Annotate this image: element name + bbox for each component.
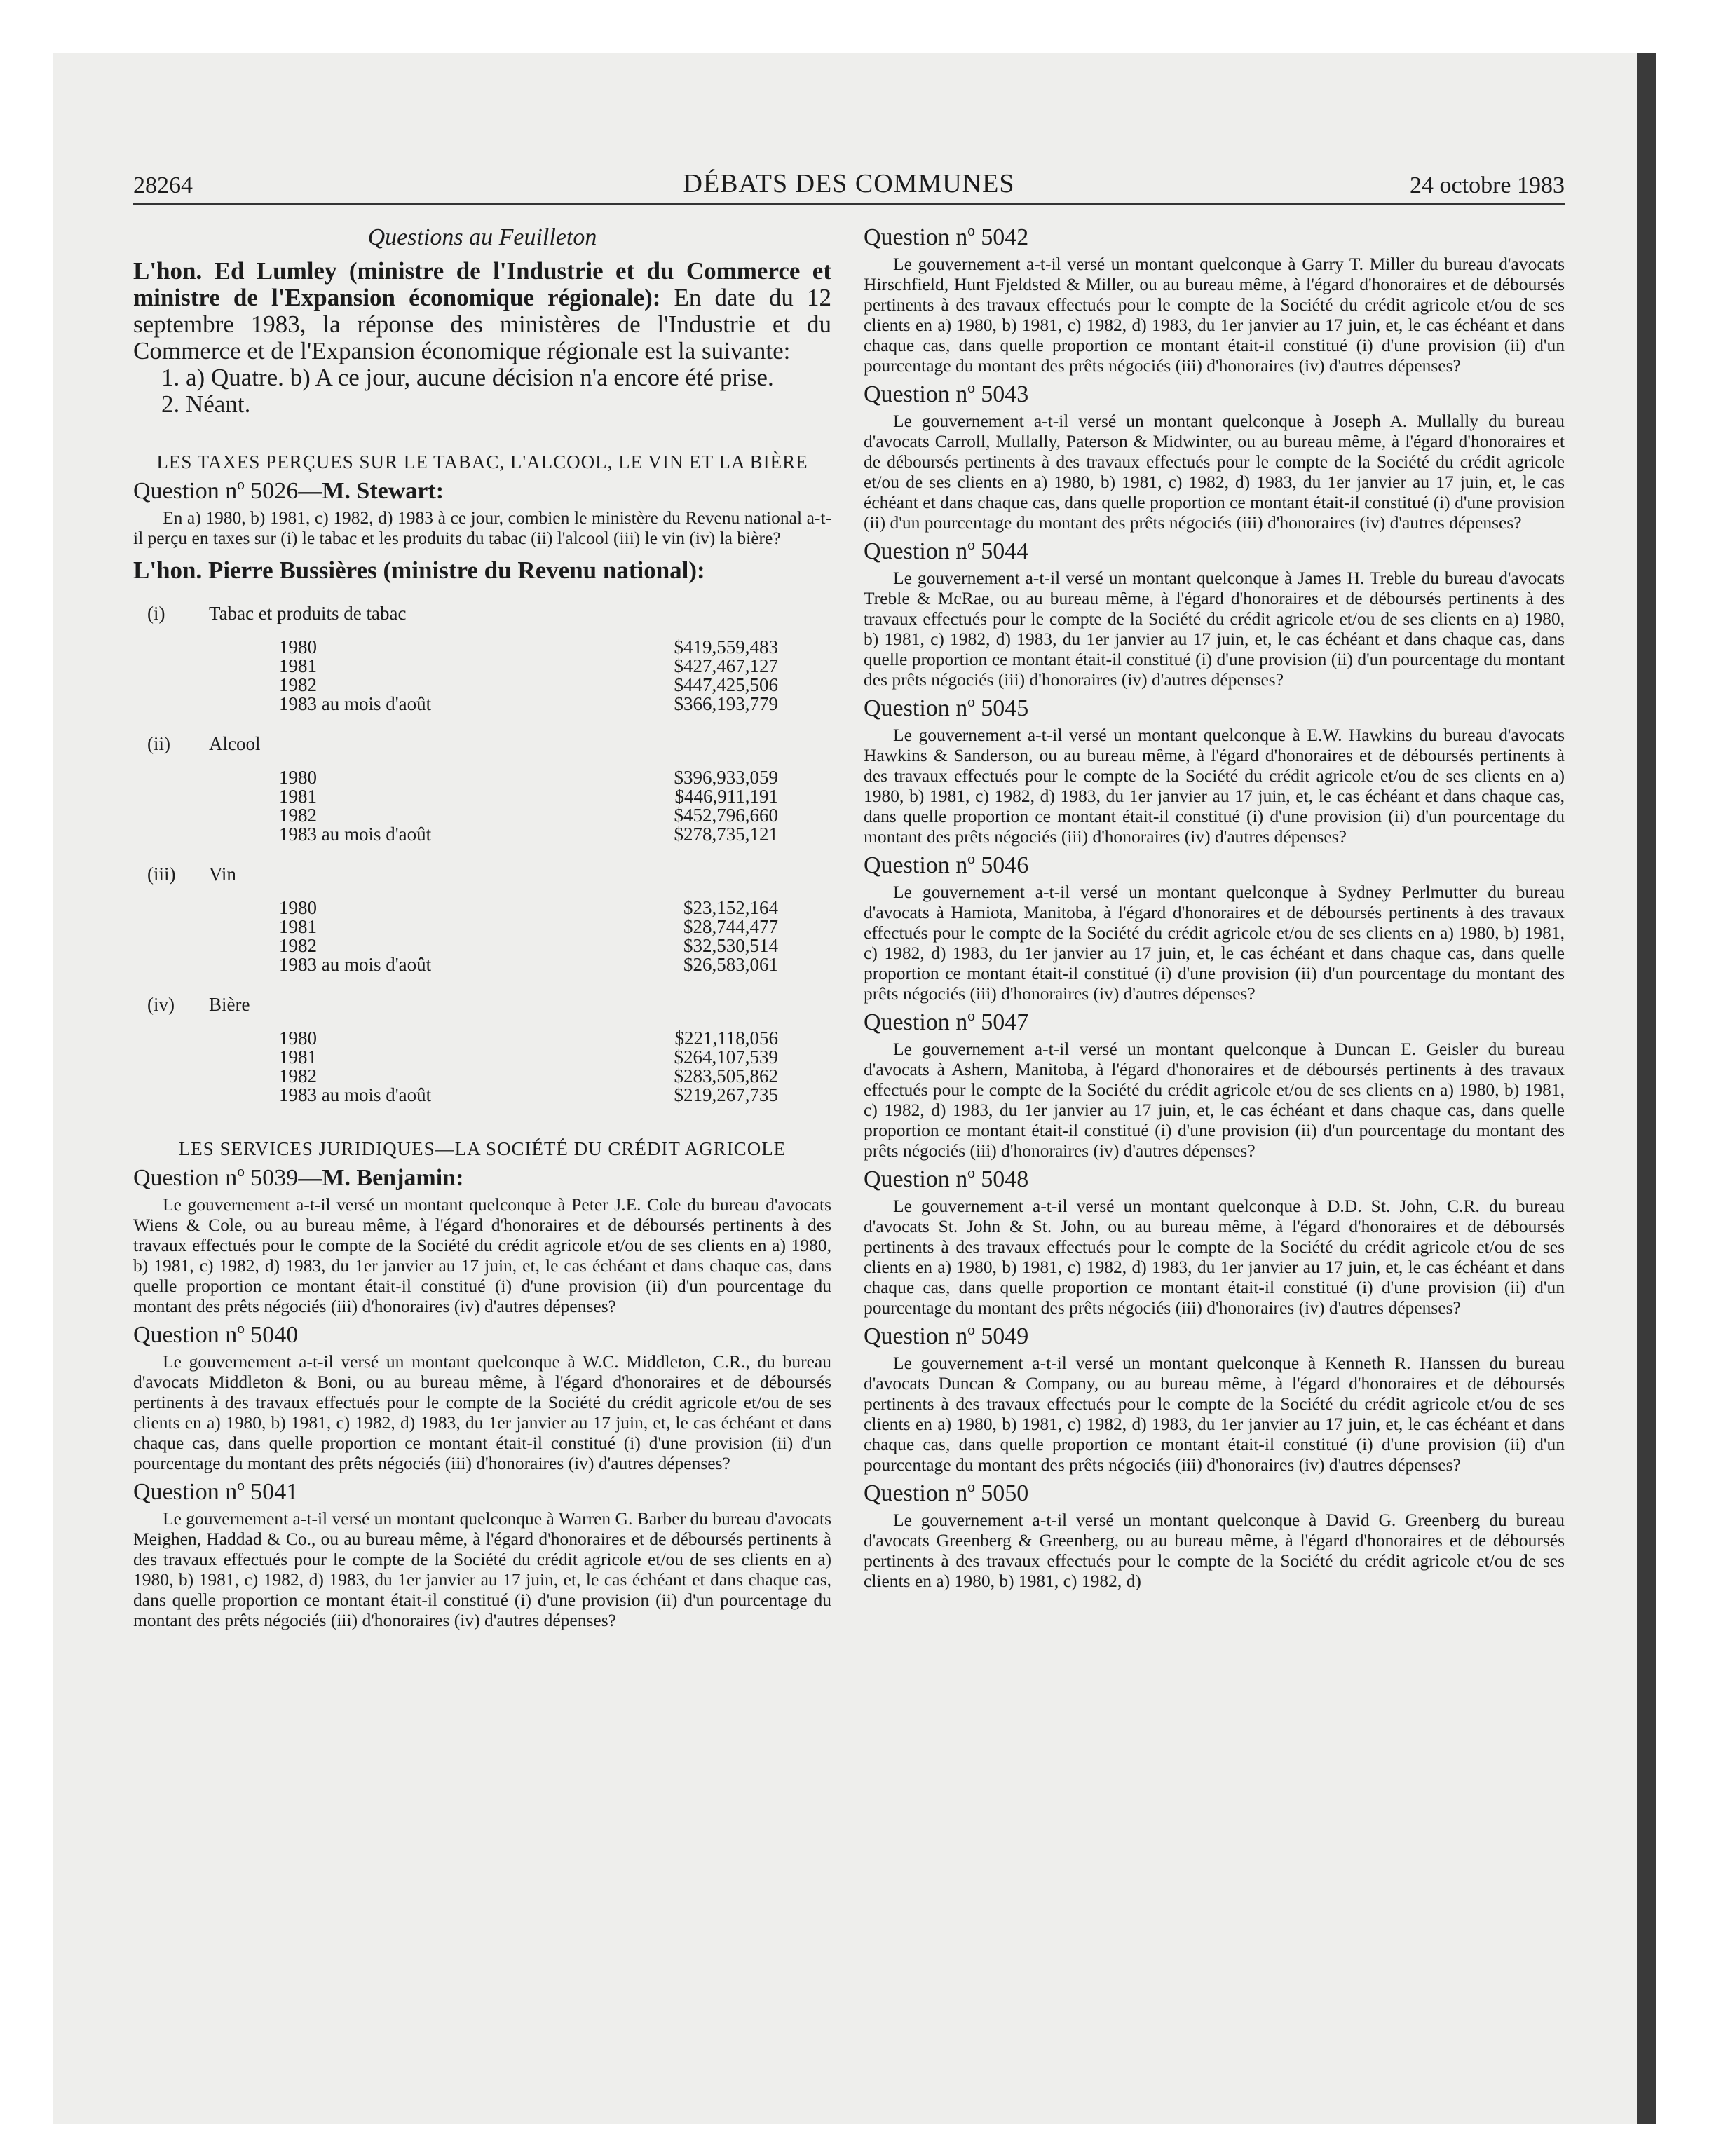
row-year: 1982 [279, 935, 317, 956]
row-amount: $219,267,735 [674, 1084, 778, 1105]
group-number: (ii) [147, 733, 170, 754]
answer-text: En date du 12 septembre 1983, la réponse des ministères de l'Industrie et du Commerce et de l'Expansion économique régionale est la suivante: [133, 284, 831, 364]
question-5049-text: Le gouvernement a-t-il versé un montant quelconque à Kenneth R. Hanssen du bureau d'avocats Duncan & Company, ou au bureau même, à l'égard d'honoraires et de déboursés pertinents à des travaux effectués pour le compte de la Société du crédit agricole et/ou de ses clients en a) 1980, b) 1981, c) 1982, d) 1983, du 1er janvier au 17 juin, et, le cas échéant et dans chaque cas, dans quelle proportion ce montant était-il constitué (i) d'une provision (ii) d'un pourcentage du montant des prêts négociés (iii) d'honoraires (iv) d'autres dépenses? [864, 1353, 1565, 1475]
row-amount: $447,425,506 [674, 674, 778, 695]
group-number: (i) [147, 603, 165, 624]
section-heading-taxes: LES TAXES PERÇUES SUR LE TABAC, L'ALCOOL, LE VIN ET LA BIÈRE [156, 451, 808, 472]
group-number: (iii) [147, 864, 176, 885]
row-amount: $28,744,477 [683, 916, 778, 937]
table-row [133, 1067, 778, 1086]
document [133, 168, 1565, 1630]
question-5048-heading: Question nº 5048 [864, 1166, 1029, 1192]
row-amount: $366,193,779 [674, 693, 778, 714]
table-row [133, 899, 778, 917]
scan-edge-bar [1637, 53, 1656, 2124]
row-amount: $221,118,056 [674, 1028, 778, 1049]
question-5049-heading: Question nº 5049 [864, 1323, 1029, 1349]
question-asker: —M. Benjamin: [298, 1165, 464, 1191]
question-5047-heading: Question nº 5047 [864, 1009, 1029, 1035]
lumley-answer [133, 258, 831, 364]
question-5044-heading: Question nº 5044 [864, 538, 1029, 564]
question-5046-text: Le gouvernement a-t-il versé un montant quelconque à Sydney Perlmutter du bureau d'avocats à Hamiota, Manitoba, à l'égard d'honoraires et de déboursés pertinents à des travaux effectués pour le compte de la Société du crédit agricole et/ou de ses clients en a) 1980, b) 1981, c) 1982, d) 1983, du 1er janvier au 17 juin, et, le cas échéant et dans chaque cas, dans quelle proportion ce montant était-il constitué (i) d'une provision (ii) d'un pourcentage du montant des prêts négociés (iii) d'honoraires (iv) d'autres dépenses? [864, 882, 1565, 1004]
row-amount: $396,933,059 [674, 767, 778, 788]
question-5043-text: Le gouvernement a-t-il versé un montant quelconque à Joseph A. Mullally du bureau d'avocats Carroll, Mullally, Paterson & Midwinter, ou au bureau même, à l'égard d'honoraires et de déboursés pertinents à des travaux effectués pour le compte de la Société du crédit agricole et/ou de ses clients en a) 1980, b) 1981, c) 1982, d) 1983, du 1er janvier au 17 juin, et, le cas échéant et dans chaque cas, dans quelle proportion ce montant était-il constitué (i) d'une provision (ii) d'un pourcentage du montant des prêts négociés (iii) d'honoraires (iv) d'autres dépenses? [864, 411, 1565, 533]
row-year: 1980 [279, 1028, 317, 1049]
question-label: Question nº 5026 [133, 478, 299, 504]
question-asker: —M. Stewart: [298, 478, 444, 504]
row-amount: $419,559,483 [674, 636, 778, 657]
tax-group [133, 994, 831, 1105]
table-row [133, 1029, 778, 1048]
left-column [133, 224, 831, 1630]
row-amount: $23,152,164 [683, 897, 778, 918]
table-row [133, 936, 778, 955]
row-year: 1980 [279, 897, 317, 918]
tax-group [133, 733, 831, 844]
group-number: (iv) [147, 994, 175, 1015]
question-5041-heading: Question nº 5041 [133, 1479, 299, 1505]
right-column [864, 224, 1565, 1591]
question-5045-text: Le gouvernement a-t-il versé un montant quelconque à E.W. Hawkins du bureau d'avocats Hawkins & Sanderson, ou au bureau même, à l'égard d'honoraires et de déboursés pertinents à des travaux effectués pour le compte de la Société du crédit agricole et/ou de ses clients en a) 1980, b) 1981, c) 1982, d) 1983, du 1er janvier au 17 juin, et, le cas échéant et dans chaque cas, dans quelle proportion ce montant était-il constitué (i) d'une provision (ii) d'un pourcentage du montant des prêts négociés (iii) d'honoraires (iv) d'autres dépenses? [864, 725, 1565, 847]
row-year: 1983 au mois d'août [279, 954, 432, 975]
question-5042-text: Le gouvernement a-t-il versé un montant quelconque à Garry T. Miller du bureau d'avocats Hirschfield, Hunt Fjeldsted & Miller, ou au bureau même, à l'égard d'honoraires et de déboursés pertinents à des travaux effectués pour le compte de la Société du crédit agricole et/ou de ses clients en a) 1980, b) 1981, c) 1982, d) 1983, du 1er janvier au 17 juin, et, le cas échéant et dans chaque cas, dans quelle proportion ce montant était-il constitué (i) d'une provision (ii) d'un pourcentage du montant des prêts négociés (iii) d'honoraires (iv) d'autres dépenses? [864, 254, 1565, 376]
row-year: 1983 au mois d'août [279, 693, 432, 714]
answer-line-1: 1. a) Quatre. b) A ce jour, aucune décision n'a encore été prise. [161, 364, 774, 391]
table-row [133, 825, 778, 844]
row-year: 1982 [279, 1065, 317, 1086]
row-amount: $452,796,660 [674, 805, 778, 826]
row-year: 1981 [279, 1046, 317, 1067]
table-row [133, 695, 778, 714]
question-5045-heading: Question nº 5045 [864, 695, 1029, 721]
question-5046-heading: Question nº 5046 [864, 852, 1029, 878]
row-amount: $283,505,862 [674, 1065, 778, 1086]
row-year: 1983 au mois d'août [279, 824, 432, 845]
table-row [133, 768, 778, 787]
page-date: 24 octobre 1983 [1410, 172, 1565, 198]
row-amount: $278,735,121 [674, 824, 778, 845]
table-row [133, 676, 778, 695]
question-5041-text: Le gouvernement a-t-il versé un montant quelconque à Warren G. Barber du bureau d'avocats Meighen, Haddad & Co., ou au bureau même, à l'égard d'honoraires et de déboursés pertinents à des travaux effectués pour le compte de la Société du crédit agricole et/ou de ses clients en a) 1980, b) 1981, c) 1982, d) 1983, du 1er janvier au 17 juin, et, le cas échéant et dans chaque cas, dans quelle proportion ce montant était-il constitué (i) d'une provision (ii) d'un pourcentage du montant des prêts négociés (iii) d'honoraires (iv) d'autres dépenses? [133, 1508, 831, 1630]
table-row [133, 787, 778, 806]
row-year: 1982 [279, 674, 317, 695]
row-amount: $264,107,539 [674, 1046, 778, 1067]
table-row [133, 806, 778, 825]
row-amount: $26,583,061 [683, 954, 778, 975]
question-5043-heading: Question nº 5043 [864, 381, 1029, 407]
minister-answer-heading: L'hon. Pierre Bussières (ministre du Revenu national): [133, 557, 705, 584]
question-5039-heading [133, 1165, 831, 1192]
question-5050-text: Le gouvernement a-t-il versé un montant quelconque à David G. Greenberg du bureau d'avocats Greenberg & Greenberg, ou au bureau même, à l'égard d'honoraires et de déboursés pertinents à des travaux effectués pour le compte de la Société du crédit agricole et/ou de ses clients en a) 1980, b) 1981, c) 1982, d) [864, 1510, 1565, 1591]
table-row [133, 1086, 778, 1105]
table-row [133, 638, 778, 657]
question-5040-heading: Question nº 5040 [133, 1322, 299, 1348]
page-title: DÉBATS DES COMMUNES [683, 169, 1015, 198]
group-label: Alcool [209, 733, 261, 754]
question-5042-heading: Question nº 5042 [864, 224, 1029, 250]
question-5026-text: En a) 1980, b) 1981, c) 1982, d) 1983 à ce jour, combien le ministère du Revenu national a-t-il perçu en taxes sur (i) le tabac et les produits du tabac (ii) l'alcool (iii) le vin (iv) la bière? [133, 507, 831, 548]
table-row [133, 1048, 778, 1067]
tax-group [133, 864, 831, 974]
page-number: 28264 [133, 172, 193, 198]
section-subhead: Questions au Feuilleton [367, 224, 597, 250]
question-5047-text: Le gouvernement a-t-il versé un montant quelconque à Duncan E. Geisler du bureau d'avocats à Ashern, Manitoba, à l'égard d'honoraires et de déboursés pertinents à des travaux effectués pour le compte de la Société du crédit agricole et/ou de ses clients en a) 1980, b) 1981, c) 1982, d) 1983, du 1er janvier au 17 juin, et, le cas échéant et dans chaque cas, dans quelle proportion ce montant était-il constitué (i) d'une provision (ii) d'un pourcentage du montant des prêts négociés (iii) d'honoraires (iv) d'autres dépenses? [864, 1039, 1565, 1161]
group-label: Bière [209, 994, 250, 1015]
row-year: 1980 [279, 767, 317, 788]
question-5044-text: Le gouvernement a-t-il versé un montant quelconque à James H. Treble du bureau d'avocats Treble & McRae, ou au bureau même, à l'égard d'honoraires et de déboursés pertinents à des travaux effectués pour le compte de la Société du crédit agricole et/ou de ses clients en a) 1980, b) 1981, c) 1982, d) 1983, du 1er janvier au 17 juin, et, le cas échéant et dans chaque cas, dans quelle proportion ce montant était-il constitué (i) d'une provision (ii) d'un pourcentage du montant des prêts négociés (iii) d'honoraires (iv) d'autres dépenses? [864, 568, 1565, 690]
row-amount: $427,467,127 [674, 655, 778, 676]
tax-group [133, 603, 831, 714]
question-5026-heading [133, 478, 831, 505]
row-amount: $32,530,514 [683, 935, 778, 956]
section-heading-legal: LES SERVICES JURIDIQUES—LA SOCIÉTÉ DU CRÉDIT AGRICOLE [178, 1138, 787, 1159]
row-year: 1980 [279, 636, 317, 657]
question-5040-text: Le gouvernement a-t-il versé un montant quelconque à W.C. Middleton, C.R., du bureau d'avocats Middleton & Boni, ou au bureau même, à l'égard d'honoraires et de déboursés pertinents à des travaux effectués pour le compte de la Société du crédit agricole et/ou de ses clients en a) 1980, b) 1981, c) 1982, d) 1983, du 1er janvier au 17 juin, et, le cas échéant et dans chaque cas, dans quelle proportion ce montant était-il constitué (i) d'une provision (ii) d'un pourcentage du montant des prêts négociés (iii) d'honoraires (iv) d'autres dépenses? [133, 1351, 831, 1473]
row-amount: $446,911,191 [674, 786, 778, 807]
row-year: 1981 [279, 916, 317, 937]
row-year: 1983 au mois d'août [279, 1084, 432, 1105]
table-row [133, 657, 778, 676]
answer-speaker: L'hon. Ed Lumley (ministre de l'Industrie et du Commerce et ministre de l'Expansion économique régionale): [133, 257, 831, 311]
page-header [133, 168, 1565, 205]
table-row [133, 955, 778, 974]
question-5050-heading: Question nº 5050 [864, 1480, 1029, 1506]
group-label: Tabac et produits de tabac [209, 603, 407, 624]
row-year: 1981 [279, 655, 317, 676]
question-5048-text: Le gouvernement a-t-il versé un montant quelconque à D.D. St. John, C.R. du bureau d'avocats St. John & St. John, ou au bureau même, à l'égard d'honoraires et de déboursés pertinents à des travaux effectués pour le compte de la Société du crédit agricole et/ou de ses clients en a) 1980, b) 1981, c) 1982, d) 1983, du 1er janvier au 17 juin, et, le cas échéant et dans chaque cas, dans quelle proportion ce montant était-il constitué (i) d'une provision (ii) d'un pourcentage du montant des prêts négociés (iii) d'honoraires (iv) d'autres dépenses? [864, 1196, 1565, 1318]
answer-line-2: 2. Néant. [161, 390, 251, 418]
question-label: Question nº 5039 [133, 1165, 299, 1191]
tax-table [133, 603, 831, 1105]
row-year: 1982 [279, 805, 317, 826]
group-label: Vin [209, 864, 236, 885]
table-row [133, 917, 778, 936]
question-5039-text: Le gouvernement a-t-il versé un montant quelconque à Peter J.E. Cole du bureau d'avocats Wiens & Cole, ou au bureau même, à l'égard d'honoraires et de déboursés pertinents à des travaux effectués pour le compte de la Société du crédit agricole et/ou de ses clients en a) 1980, b) 1981, c) 1982, d) 1983, du 1er janvier au 17 juin, et, le cas échéant et dans chaque cas, dans quelle proportion ce montant était-il constitué (i) d'une provision (ii) d'un pourcentage du montant des prêts négociés (iii) d'honoraires (iv) d'autres dépenses? [133, 1194, 831, 1316]
row-year: 1981 [279, 786, 317, 807]
